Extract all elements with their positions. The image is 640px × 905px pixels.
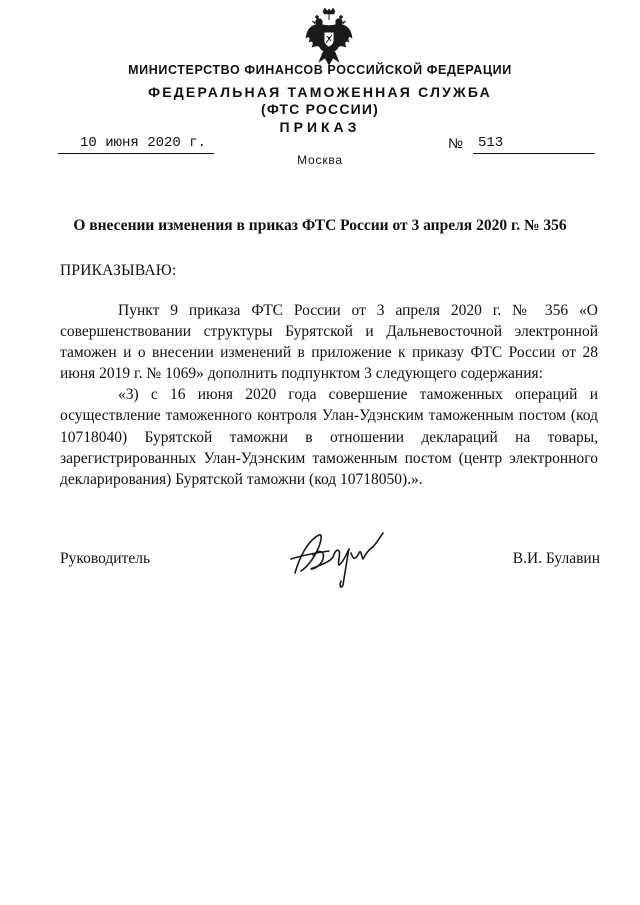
- document-type: ПРИКАЗ: [279, 119, 361, 135]
- order-body: [60, 300, 598, 490]
- order-number-field: [473, 135, 595, 154]
- signer-name: В.И. Булавин: [512, 550, 600, 567]
- body-paragraph: Пункт 9 приказа ФТС России от 3 апреля 2020 г. № 356 «О совершенствовании структуры Бурятской и Дальневосточной электронной таможен и о внесении изменений в приложение к приказу ФТС России от 28 июня 2019 г. № 1069» дополнить подпунктом 3 следующего содержания:: [60, 302, 598, 383]
- signer-role: Руководитель: [60, 550, 151, 567]
- service-short-name: (ФТС РОССИИ): [260, 101, 380, 117]
- service-name: ФЕДЕРАЛЬНАЯ ТАМОЖЕННАЯ СЛУЖБА: [148, 84, 492, 100]
- handwritten-signature: [289, 529, 393, 591]
- order-date-field: [58, 135, 214, 154]
- directive-word: ПРИКАЗЫВАЮ:: [60, 262, 177, 279]
- ministry-name: МИНИСТЕРСТВО ФИНАНСОВ РОССИЙСКОЙ ФЕДЕРАЦИИ: [128, 63, 512, 77]
- order-date: 10 июня 2020 г.: [80, 135, 207, 151]
- issue-city: Москва: [297, 153, 343, 167]
- coat-of-arms-icon: [305, 8, 353, 66]
- order-subject: О внесении изменения в приказ ФТС России от 3 апреля 2020 г. № 356: [73, 217, 567, 234]
- number-sign: №: [448, 135, 464, 151]
- body-paragraph: «3) с 16 июня 2020 года совершение таможенных операций и осуществление таможенного контроля Улан-Удэнским таможенным постом (код 10718040) Бурятской таможни в отношении деклараций на товары, зарегистрированных Улан-Удэнским таможенным постом (центр электронного декларирования) Бурятской таможни (код 10718050).».: [60, 386, 598, 488]
- order-number: 513: [478, 135, 504, 151]
